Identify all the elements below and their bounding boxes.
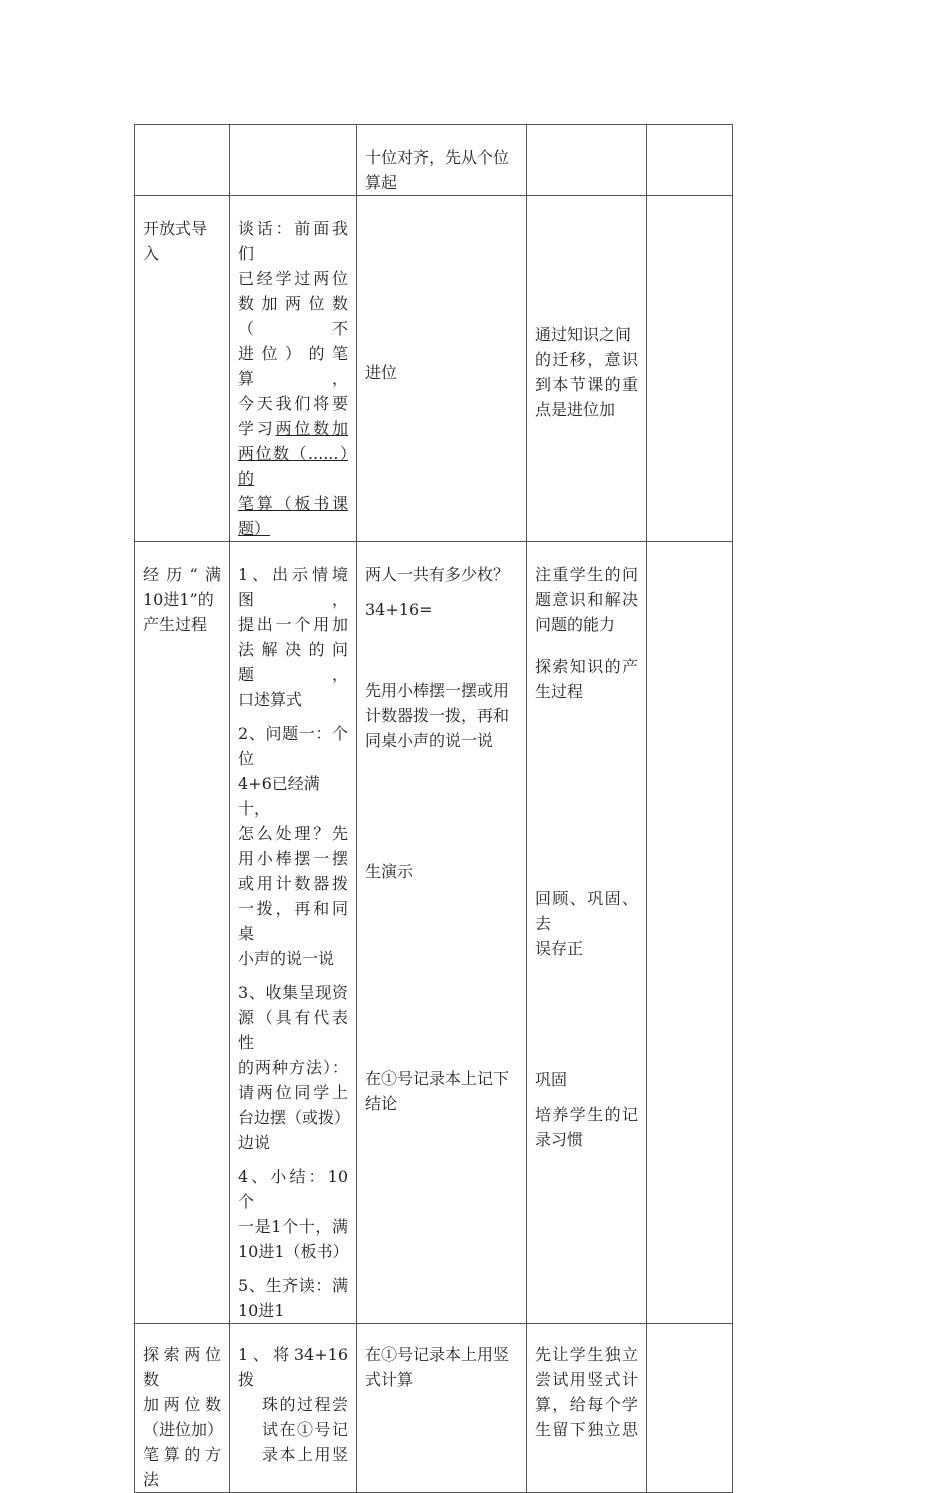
text-line: 一是1个十，满 — [238, 1217, 348, 1236]
text-line: 到本节课的重 — [535, 374, 638, 394]
text-line: 尝试用竖式计 — [535, 1370, 638, 1389]
notes-cell — [647, 542, 733, 1324]
text-line: 10进1（板书） — [238, 1242, 349, 1261]
text-line: 源（具有代表性 — [238, 1008, 348, 1052]
stage-title: 产生过程 — [143, 615, 208, 634]
student-activity-cell — [357, 542, 527, 1324]
teacher-activity-cell — [230, 542, 357, 1324]
text-line: 珠的过程尝 — [262, 1395, 348, 1414]
text-line: 问题的能力 — [535, 615, 616, 634]
text-line: 2、问题一：个位 — [238, 724, 348, 768]
intent-block — [535, 1102, 638, 1152]
text-line: 式计算 — [365, 1370, 414, 1389]
text-line: 结论 — [365, 1094, 398, 1113]
stage-title: 10进1”的 — [143, 590, 214, 609]
text-line: 点是进位加 — [535, 399, 616, 419]
intent-block — [535, 654, 638, 704]
teacher-activity-cell — [230, 196, 357, 542]
text-line: 4+6已经满十， — [238, 774, 320, 818]
text-segment: 学习 — [238, 419, 276, 438]
text-line: 提出一个用加 — [238, 615, 348, 634]
stage-cell — [135, 196, 230, 542]
lesson-topic: 两位数（......）的 — [238, 444, 348, 488]
step-3 — [238, 980, 351, 1155]
table-row — [135, 542, 733, 1324]
equation: 34+16= — [365, 600, 433, 619]
text-line: 或用计数器拨 — [238, 874, 348, 893]
text-line: 4、小结：10个 — [238, 1167, 348, 1211]
text-line: 注重学生的问 — [535, 565, 638, 584]
text-line: 一拨，再和同桌 — [238, 899, 348, 943]
stage-title: （进位加） — [143, 1420, 224, 1439]
text-line: 培养学生的记 — [535, 1105, 638, 1124]
text-line: 回顾、巩固、去 — [535, 889, 638, 933]
text-line: 1、出示情境图， — [238, 565, 348, 609]
text-line: 口述算式 — [238, 690, 303, 709]
table-row — [135, 125, 733, 196]
design-intent-cell — [527, 125, 647, 196]
text-line: 小声的说一说 — [238, 949, 335, 968]
notes-cell — [647, 196, 733, 542]
text-line: 算，给每个学 — [535, 1395, 638, 1414]
stage-title: 加两位数 — [143, 1395, 221, 1414]
step-5 — [238, 1273, 348, 1323]
student-activity-cell — [357, 196, 527, 542]
text-line: 先让学生独立 — [535, 1345, 638, 1364]
text-line: 两人一共有多少枚？ — [365, 565, 510, 584]
stage-title: 经历“满 — [143, 565, 221, 584]
text-line: 误存正 — [535, 939, 584, 958]
text-line: 谈话：前面我们 — [238, 219, 348, 263]
lesson-topic: 题） — [238, 519, 271, 538]
text-line: 进位 — [365, 363, 398, 382]
text-line: 的两种方法）： — [238, 1058, 348, 1077]
intent-block — [535, 886, 638, 961]
text-line: 边说 — [238, 1133, 271, 1152]
notes-cell — [647, 1324, 733, 1493]
text-line: 10进1 — [238, 1301, 285, 1320]
text-line: 题意识和解决 — [535, 590, 638, 609]
text-line: 十位对齐，先从个位 — [365, 148, 510, 167]
design-intent-cell — [527, 196, 647, 542]
text-line: 进位）的笔算， — [238, 344, 348, 388]
stage-cell — [135, 542, 230, 1324]
text-line: 先用小棒摆一摆或用 — [365, 681, 510, 700]
text-line: 在①号记录本上记下 — [365, 1069, 510, 1088]
text-line: 请两位同学上 — [238, 1083, 348, 1102]
lesson-plan-table — [134, 124, 733, 1493]
text-line: 生过程 — [535, 682, 584, 701]
text-line: 试在①号记 — [262, 1420, 348, 1439]
text-line: 计数器拨一拨，再和 — [365, 706, 510, 725]
stage-cell — [135, 125, 230, 196]
table-row — [135, 196, 733, 542]
text-line: 5、生齐读：满 — [238, 1276, 348, 1295]
activity-instructions — [365, 678, 518, 753]
text-line: 在①号记录本上用竖 — [365, 1345, 510, 1364]
text-line: 3、收集呈现资 — [238, 983, 348, 1002]
text-line: 录习惯 — [535, 1130, 584, 1149]
step-4 — [238, 1164, 348, 1264]
record-instructions — [365, 1066, 518, 1116]
text-line: 1、将34+16拨 — [238, 1345, 348, 1389]
step-1 — [238, 562, 348, 712]
design-intent-cell — [527, 1324, 647, 1493]
text-line: 算起 — [365, 173, 398, 192]
notes-cell — [647, 125, 733, 196]
text-line: 台边摆（或拨） — [238, 1108, 351, 1127]
text-line: 的迁移，意识 — [535, 349, 638, 369]
text-line: 同桌小声的说一说 — [365, 731, 494, 750]
step-2 — [238, 721, 348, 971]
text-line — [238, 416, 348, 441]
design-intent-cell — [527, 542, 647, 1324]
student-activity-cell — [357, 125, 527, 196]
text-line: 怎么处理？先 — [238, 824, 348, 843]
text-line: 通过知识之间 — [535, 324, 632, 344]
text-line: 数加两位数（不 — [238, 294, 348, 338]
text-line: 生留下独立思 — [535, 1420, 638, 1439]
text-line: 今天我们将要 — [238, 394, 348, 413]
stage-cell — [135, 1324, 230, 1493]
text-line: 录本上用竖 — [262, 1445, 348, 1464]
student-activity-cell — [357, 1324, 527, 1493]
text-line: 探索知识的产 — [535, 657, 638, 676]
lesson-topic: 笔算（板书课 — [238, 494, 348, 513]
teacher-activity-cell — [230, 1324, 357, 1493]
stage-title: 开放式导入 — [143, 219, 208, 263]
text-line: 已经学过两位 — [238, 269, 348, 288]
teacher-activity-cell — [230, 125, 357, 196]
text-line: 用小棒摆一摆 — [238, 849, 348, 868]
lesson-topic: 两位数加 — [275, 419, 348, 438]
table-row — [135, 1324, 733, 1493]
text-line: 巩固 — [535, 1070, 568, 1089]
text-line: 法解决的问题， — [238, 640, 348, 684]
text-line: 生演示 — [365, 862, 414, 881]
stage-title: 探索两位数 — [143, 1345, 221, 1389]
stage-title: 笔算的方法 — [143, 1445, 221, 1489]
